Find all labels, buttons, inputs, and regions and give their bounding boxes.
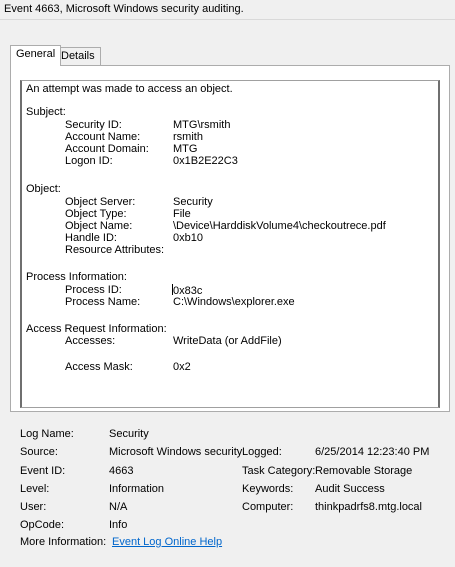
process-name-value: C:\Windows\explorer.exe	[173, 296, 295, 308]
opcode-value: Info	[109, 519, 128, 531]
user-label: User:	[20, 501, 47, 513]
source-value: Microsoft Windows security	[109, 446, 243, 458]
object-server-label: Object Server:	[65, 196, 136, 208]
log-name-label: Log Name:	[20, 428, 74, 440]
logon-id-label: Logon ID:	[65, 155, 113, 167]
opcode-label: OpCode:	[20, 519, 65, 531]
security-id-label: Security ID:	[65, 119, 122, 131]
event-properties-pane	[0, 20, 455, 547]
event-description-box[interactable]	[20, 80, 440, 408]
subject-heading: Subject:	[26, 106, 66, 118]
object-type-value: File	[173, 208, 191, 220]
keywords-label: Keywords:	[242, 483, 294, 495]
object-heading: Object:	[26, 183, 61, 195]
computer-label: Computer:	[242, 501, 294, 513]
task-category-label: Task Category:	[242, 465, 316, 477]
object-server-value: Security	[173, 196, 213, 208]
process-id-value: 0x83c	[173, 285, 203, 297]
computer-value: thinkpadrfs8.mtg.local	[315, 501, 422, 513]
tab-general[interactable]	[10, 45, 61, 66]
logon-id-value: 0x1B2E22C3	[173, 155, 238, 167]
window-title: Event 4663, Microsoft Windows security auditing.	[4, 3, 244, 15]
account-domain-value: MTG	[173, 143, 198, 155]
resource-attributes-label: Resource Attributes:	[65, 244, 165, 256]
level-value: Information	[109, 483, 165, 495]
accesses-value: WriteData (or AddFile)	[173, 335, 282, 347]
tab-general-label: General	[16, 48, 56, 60]
event-id-label: Event ID:	[20, 465, 66, 477]
process-name-label: Process Name:	[65, 296, 141, 308]
access-request-heading: Access Request Information:	[26, 323, 167, 335]
process-info-heading: Process Information:	[26, 271, 127, 283]
logged-label: Logged:	[242, 446, 282, 458]
event-id-value: 4663	[109, 465, 134, 477]
tab-details[interactable]	[55, 47, 101, 65]
log-name-value: Security	[109, 428, 149, 440]
account-domain-label: Account Domain:	[65, 143, 149, 155]
event-details-grid	[0, 412, 455, 567]
access-mask-label: Access Mask:	[65, 361, 133, 373]
window-title-bar	[0, 0, 455, 20]
account-name-label: Account Name:	[65, 131, 141, 143]
handle-id-label: Handle ID:	[65, 232, 117, 244]
accesses-label: Accesses:	[65, 335, 116, 347]
more-information-label: More Information:	[20, 536, 107, 548]
keywords-value: Audit Success	[315, 483, 385, 495]
process-id-label: Process ID:	[65, 284, 122, 296]
source-label: Source:	[20, 446, 58, 458]
user-value: N/A	[109, 501, 128, 513]
object-name-label: Object Name:	[65, 220, 133, 232]
object-type-label: Object Type:	[65, 208, 127, 220]
access-mask-value: 0x2	[173, 361, 191, 373]
task-category-value: Removable Storage	[315, 465, 413, 477]
description-intro: An attempt was made to access an object.	[26, 83, 233, 95]
security-id-value: MTG\rsmith	[173, 119, 231, 131]
handle-id-value: 0xb10	[173, 232, 203, 244]
object-name-value: \Device\HarddiskVolume4\checkoutrece.pdf	[173, 220, 386, 232]
account-name-value: rsmith	[173, 131, 203, 143]
level-label: Level:	[20, 483, 50, 495]
general-tab-panel	[10, 65, 450, 412]
tab-details-label: Details	[61, 50, 95, 62]
logged-value: 6/25/2014 12:23:40 PM	[315, 446, 430, 458]
event-log-online-help-link[interactable]: Event Log Online Help	[112, 536, 223, 548]
